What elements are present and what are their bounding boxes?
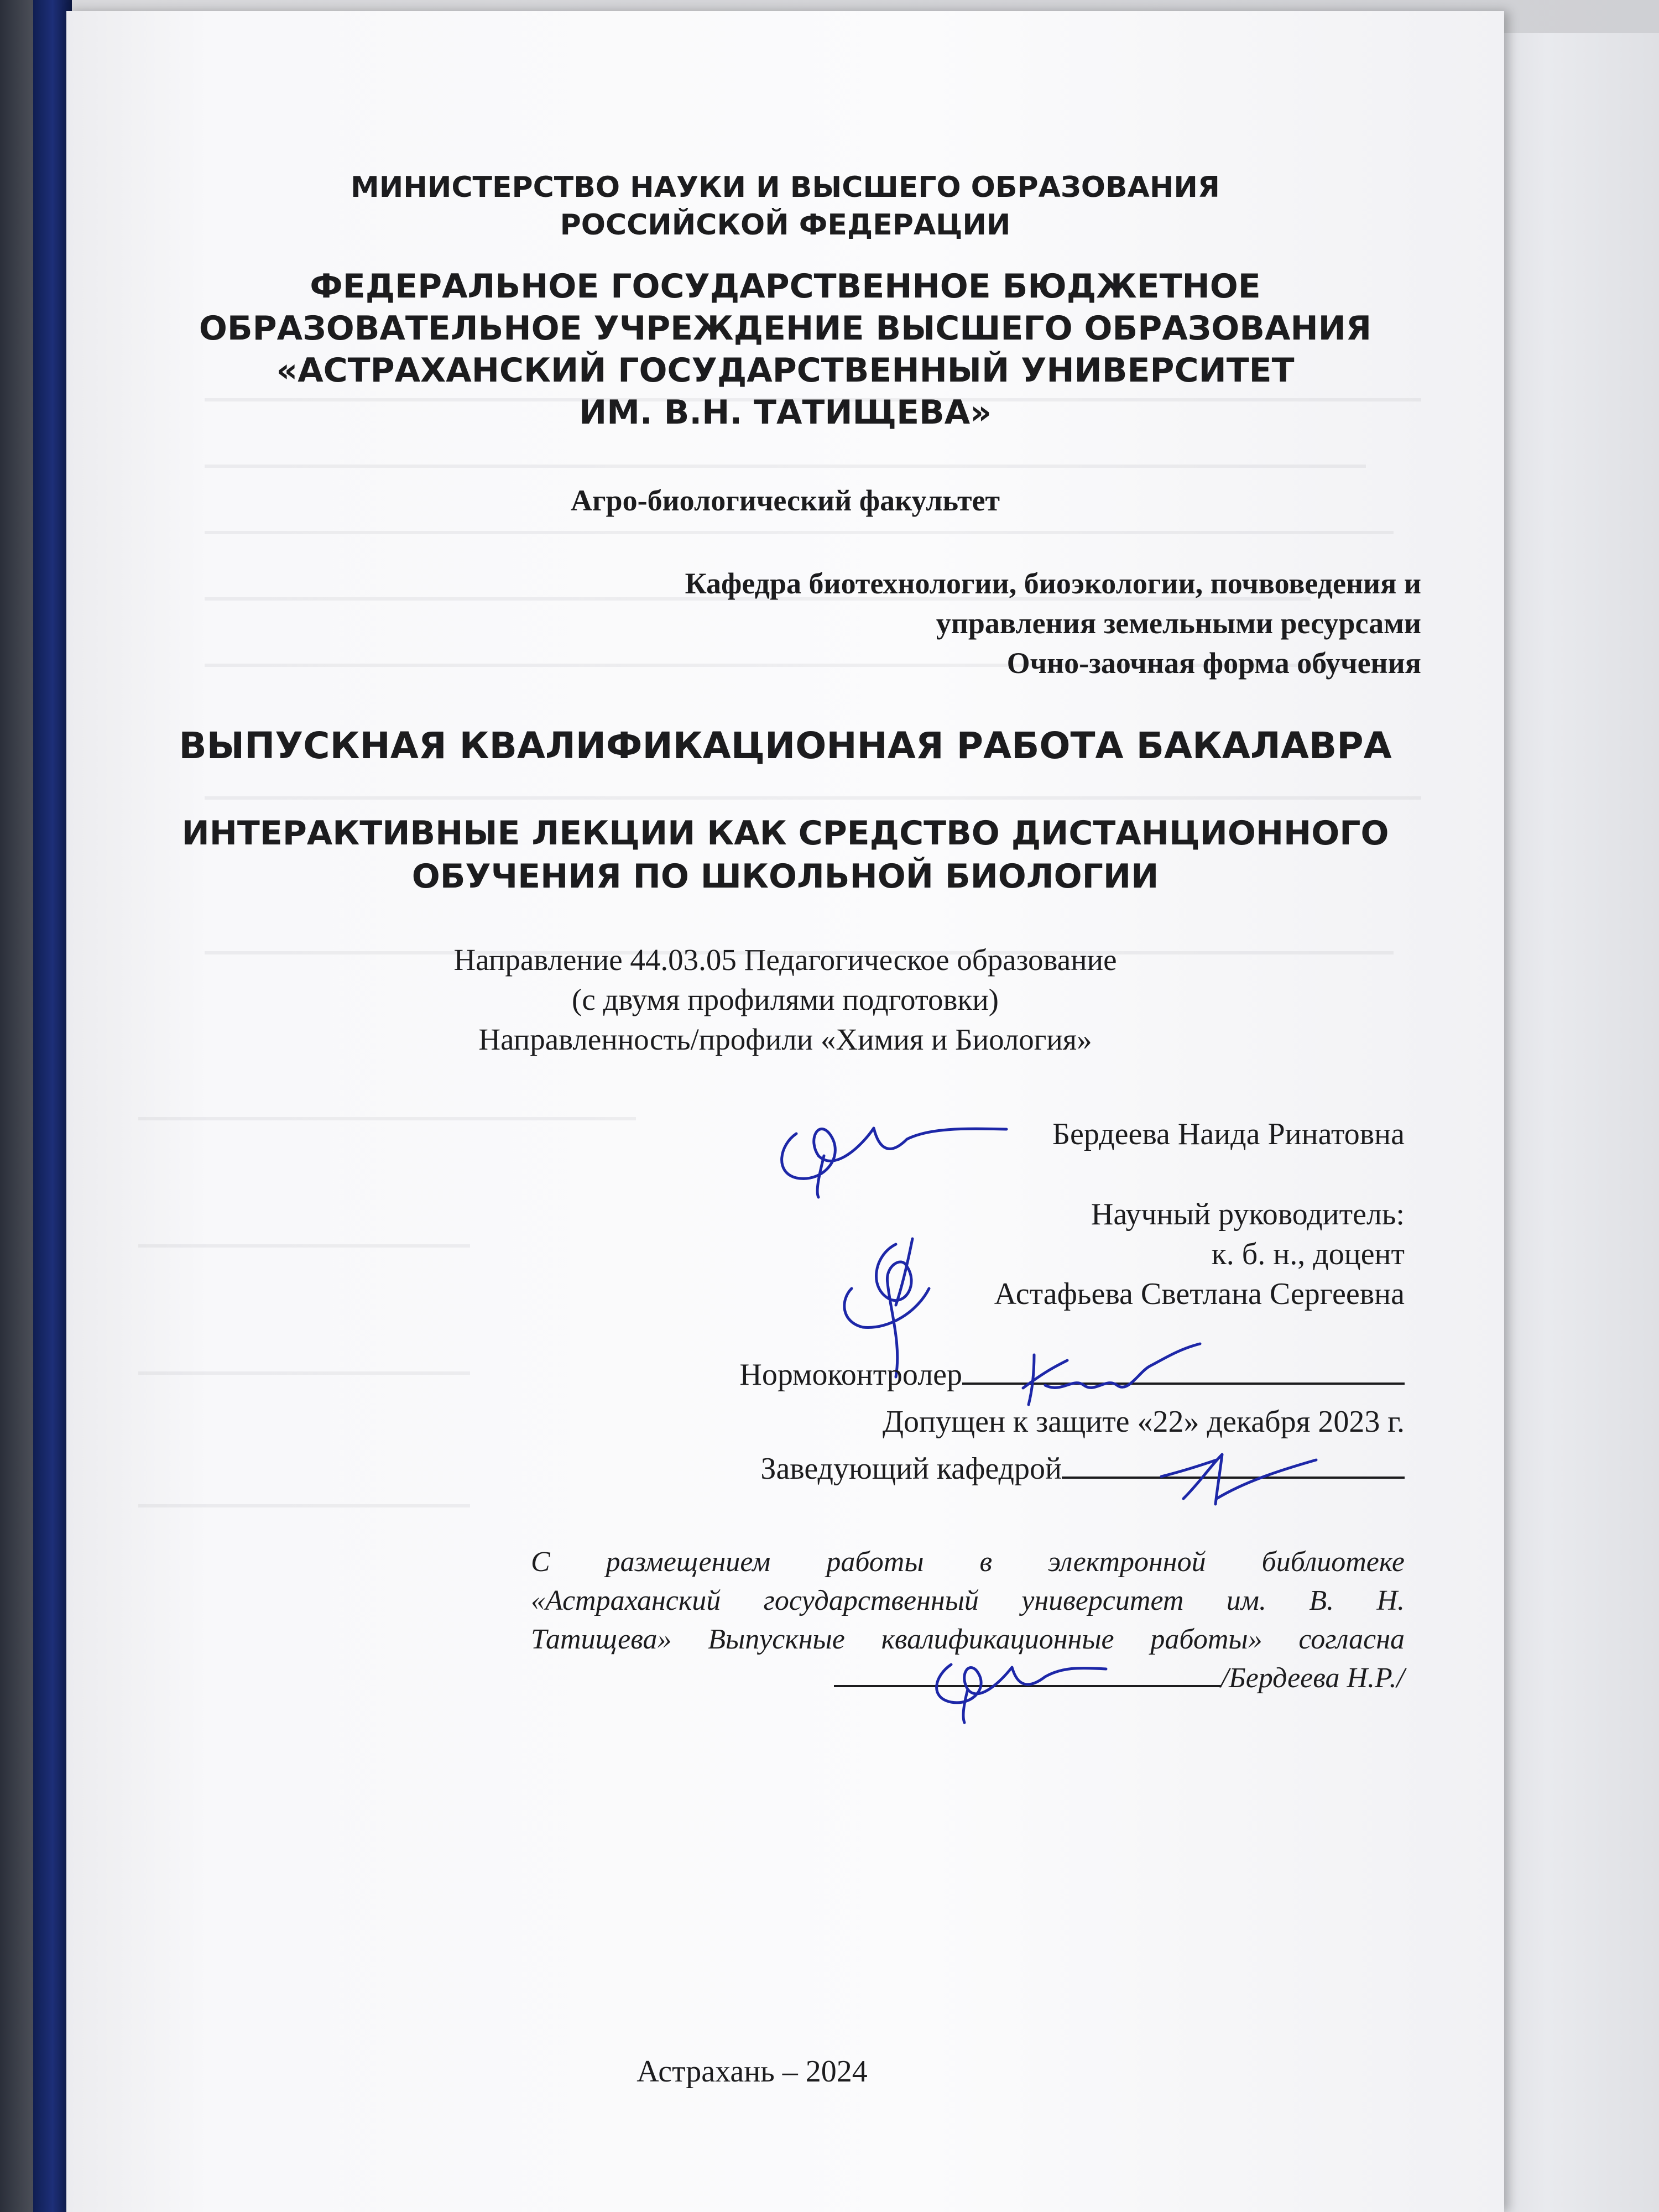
institution-line-2: ОБРАЗОВАТЕЛЬНОЕ УЧРЕЖДЕНИЕ ВЫСШЕГО ОБРАЗОВАНИЯ (199, 309, 1372, 348)
ministry-line-2: РОССИЙСКОЙ ФЕДЕРАЦИИ (560, 208, 1011, 242)
institution-line-3: «АСТРАХАНСКИЙ ГОСУДАРСТВЕННЫЙ УНИВЕРСИТЕТ (276, 351, 1295, 390)
direction-line-2: (с двумя профилями подготовки) (572, 983, 999, 1016)
thesis-title-line-1: ИНТЕРАКТИВНЫЕ ЛЕКЦИИ КАК СРЕДСТВО ДИСТАНЦИОННОГО (181, 814, 1389, 853)
supervisor-name: Астафьева Светлана Сергеевна (994, 1277, 1405, 1311)
library-consent-signature-caption: /Бердеева Н.Р./ (1220, 1662, 1405, 1694)
supervisor-degree: к. б. н., доцент (1211, 1237, 1405, 1271)
head-of-department-signature (1150, 1438, 1327, 1515)
library-consent-line-3: Татищева» Выпускные квалификационные работы» согласна (531, 1624, 1405, 1655)
thesis-title-line-2: ОБУЧЕНИЯ ПО ШКОЛЬНОЙ БИОЛОГИИ (411, 857, 1159, 896)
author-name: Бердеева Наида Ринатовна (1052, 1117, 1405, 1151)
admitted-to-defense: Допущен к защите «22» декабря 2023 г. (882, 1405, 1405, 1439)
ministry-line-1: МИНИСТЕРСТВО НАУКИ И ВЫСШЕГО ОБРАЗОВАНИЯ (351, 171, 1220, 204)
institution-line-4: ИМ. В.Н. ТАТИЩЕВА» (579, 393, 992, 432)
study-form: Очно-заочная форма обучения (1006, 646, 1421, 680)
direction-line-1: Направление 44.03.05 Педагогическое образование (453, 943, 1117, 977)
author-signature (763, 1095, 1018, 1200)
direction-line-3: Направленность/профили «Химия и Биология» (478, 1022, 1092, 1056)
supervisor-label: Научный руководитель: (1091, 1197, 1405, 1232)
head-of-department-label: Заведующий кафедрой (760, 1452, 1062, 1486)
title-page (66, 11, 1504, 2212)
city-year: Астрахань – 2024 (637, 2054, 868, 2089)
department-line-2: управления земельными ресурсами (936, 607, 1421, 640)
work-type: ВЫПУСКНАЯ КВАЛИФИКАЦИОННАЯ РАБОТА БАКАЛАВРА (179, 724, 1392, 767)
library-consent-signature (912, 1637, 1112, 1725)
library-consent-line-2: «Астраханский государственный университет им. В. Н. (531, 1585, 1405, 1616)
faculty: Агро-биологический факультет (571, 484, 1000, 517)
department-line-1: Кафедра биотехнологии, биоэкологии, почвоведения и (685, 567, 1421, 600)
library-consent-line-1: С размещением работы в электронной библиотеке (531, 1546, 1405, 1578)
institution-line-1: ФЕДЕРАЛЬНОЕ ГОСУДАРСТВЕННОЕ БЮДЖЕТНОЕ (310, 267, 1261, 306)
normcontroller-label: Нормоконтролер (739, 1358, 962, 1392)
